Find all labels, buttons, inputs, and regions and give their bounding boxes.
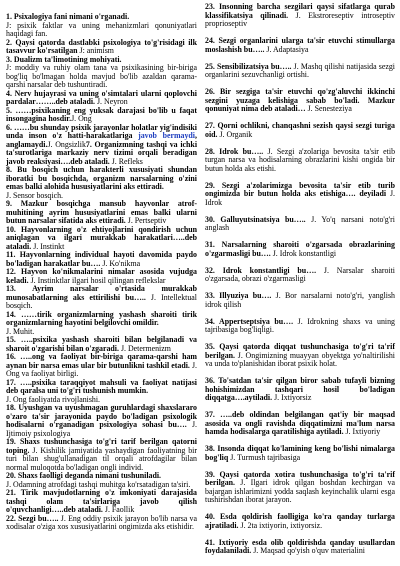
question-item: [6, 124, 197, 167]
question-item: [205, 182, 395, 208]
answer-text: J: psixik faktlar va uning mehanizmlari qonuniyatlari haqidagi fan.: [6, 20, 197, 38]
question-item: [6, 56, 197, 90]
question-item: [205, 539, 395, 556]
question-item: [205, 513, 395, 530]
question-text: 29. Sezgi a'zolarimizga bevosita ta'sir etib turib ongimizda bir butun holda aks etishiga…. deyiladi: [205, 180, 395, 198]
question-item: [205, 471, 395, 505]
question-item: [6, 251, 197, 268]
question-text: 19. Shaxs tushunchasiga to'g'ri tarif berilgan qatorni toping.: [6, 437, 197, 455]
answer-text: J. Ixtiyorsiz: [274, 393, 312, 402]
answer-text: J. Organik: [219, 129, 253, 139]
question-text: 41. Ixtiyoriy esda olib qoldirishda qanday usullardan foydalaniladi.: [205, 537, 395, 555]
question-item: [205, 3, 395, 29]
answer-text: J. Ong: [71, 114, 92, 123]
question-text: 20. Shaxs faolligi deganda nimani tushuniladi.: [6, 471, 162, 480]
question-item: [6, 39, 197, 56]
question-text: 15. …..psixika yashash sharoiti bilan belgilanadi va sharoit o'zgarishi bilan o'zgaradi.: [6, 335, 197, 353]
question-text: 39. Qaysi qatorda xotira tushunchasiga to'g'ri ta'rif berilgan.: [205, 469, 395, 487]
question-text: 11. Hayvonlarning individual hayoti davomida paydo bo'ladigan harakatlar bu….: [6, 250, 197, 268]
answer-text: J. Ijtimoiy psixologiya: [6, 420, 197, 438]
answer-text: J. Ekstroreseptiv introseptiv proprioseptiv: [205, 10, 395, 28]
answer-text: J. Narsalar sharoiti o'zgarsada, obrazi o'zgarmasligi: [205, 265, 395, 283]
question-item: [6, 285, 197, 311]
question-item: [6, 472, 197, 489]
question-text: 3. Dualizm ta'limotining mohiyati.: [6, 54, 122, 64]
answer-text: J. Senesteziya: [307, 104, 352, 113]
answer-text: J. Instinkt: [33, 241, 65, 251]
question-item: [205, 37, 395, 54]
question-item: [6, 336, 197, 353]
answer-text: J. 2ta ixtiyorin, ixtiyorsiz.: [240, 520, 323, 530]
answer-text: J. Ilgari idrok qilgan boshdan kechirgan va bajargan ishlarimizni yodda saqlash keyinchalik ularni esga tushirishdan iborat jarayon.: [205, 478, 395, 504]
answer-text: J. Turmush tajribasiga: [230, 452, 301, 462]
answer-text: J: moddiy va ruhiy olam tana va psixikasining bir-biriga bog'liq bo'lmagan holda mavjud bo'lib azaldan qarama-qarshi narsalar deb tushuntiradi.: [6, 63, 197, 89]
question-text: 31. Narsalarning sharoiti o'zgarsada obrazlarining o'zgarmasligi bu….: [205, 240, 395, 258]
question-item: [205, 267, 395, 284]
question-text: 25. Sensibilizatsiya bu…..: [205, 61, 294, 71]
answer-text: J. Bor narsalarni noto'g'ri, yanglish idrok qilish: [205, 291, 395, 309]
answer-text: J. Sensor bosqich.: [6, 190, 63, 200]
answer-text: J. Eng oddiy psixik jarayon bo'lib narsa va xodisalar o'ziga xos xususiyatlarini ongimizda aks etishidir.: [6, 513, 197, 531]
question-text: 9. Mazkur bosqichga mansub hayvonlar atrof-muhitining ayrim hususiyatlarini emas balki ularni butun narsalar sifatida aks ettiradi.: [6, 199, 197, 225]
question-item: [6, 404, 197, 438]
answer-text: J. Intellektual bosqich.: [6, 292, 197, 310]
question-item: [205, 292, 395, 309]
answer-text: J. Maqsad qo'yish o'quv materialini: [253, 546, 365, 555]
question-text: 1. Psixalogiya fani nimani o'rganadi.: [6, 12, 130, 21]
question-text: , anglamaydi.: [6, 131, 197, 149]
question-item: [6, 13, 197, 39]
question-text: 35. Qaysi qatorda diqqat tushunchasiga to'g'ri ta'rif berilgan.: [205, 342, 395, 360]
question-item: [205, 122, 395, 139]
right-column: [205, 3, 395, 556]
question-item: [205, 63, 395, 80]
question-text: 8. Bu bosqich uchun harakterli xususiyati shundan iboratki bu bosqichda, organizm narsalarning o'zini emas balki alohida hususiyatlarini aks ettiradi.: [6, 165, 197, 191]
answer-text: J. Muhit.: [6, 326, 35, 336]
question-text: 28. Idrok bu…..: [205, 146, 268, 156]
question-text: 40. Esda qoldirish faolligiga ko'ra qanday turlarga ajratiladi.: [205, 512, 395, 530]
question-item: [6, 226, 197, 252]
question-text: 13. Ayrim narsalar o'rtasida murakkab munosabatlarning aks ettirilishi bu…..: [6, 284, 197, 302]
question-item: [205, 445, 395, 462]
question-text: 22. Sezgi bu…..: [6, 513, 61, 523]
question-item: [205, 377, 395, 403]
question-item: [6, 353, 197, 379]
question-text: 23. Insonning barcha sezgilari qaysi sifatlarga qurab klassifikatsiya qilinadi.: [205, 2, 395, 20]
question-text: 33. Illyuziya bu….: [205, 291, 276, 300]
question-item: [6, 268, 197, 285]
answer-text: J. Idrok: [205, 189, 395, 207]
answer-text: J. Ko'nikma: [102, 258, 141, 268]
question-text: 10. Hayvonlarning o'z ehtiyojlarini qondirish uchun aniqlagan va ilgari murakkab harakatlari…..deb ataladi.: [6, 224, 197, 251]
answer-text: J. Kishilik jamiyatida yashaydigan faoliyatning bir turi bilan shug'ullanadigan til orqali atrofdagilar bilan normal muloqotda bo'ladigan ongli individ.: [6, 445, 197, 472]
question-text: 17. …..psixika taraqqiyot mahsuli va faoliyat natijasi deb qaralsa uni to'g'ri tushunish mumkin.: [6, 377, 197, 395]
answer-text: J. Adaptasiya: [266, 44, 309, 54]
answer-text: J. Instinktlar ilgari hosil qilingan reflekslar: [30, 275, 166, 285]
question-item: [205, 411, 395, 437]
answer-text: J. Ixtiyoriy: [345, 427, 381, 436]
question-text: 32. Idrok konstantligi bu….: [205, 265, 324, 275]
question-text: 34. Appertseptsiya bu….: [205, 316, 298, 326]
question-item: [205, 148, 395, 174]
question-item: [6, 379, 197, 405]
question-text: 6. ……bu shunday psixik jarayonlar holatlar yig'indisiki unda inson o'z hatti-harakatlariga: [6, 122, 197, 140]
question-text: 38. Insonda diqqat ko'lamining keng bo'lishi nimalarga bog'liq: [205, 444, 395, 462]
answer-text: J. Faollik: [104, 505, 135, 514]
question-item: [6, 166, 197, 200]
answer-text: J. Mashq qilishi natijasida sezgi organlarini sezuvchanligi ortishi.: [205, 61, 395, 79]
question-text: 4. Nerv hujayrasi va uning o'simtalari ularni qoplovchi pardalar……..deb ataladi.: [6, 88, 197, 106]
question-item: [6, 311, 197, 337]
answer-text: J. Ongsizlik: [47, 139, 86, 149]
question-item: [205, 318, 395, 335]
answer-text: J. Pertseptiv: [127, 216, 167, 225]
question-text: 36. To'satdan ta'sir qilgan biror sabab tufayli bizning hohishimizdan tashqari hosil bo'ladigan diqqatga….aytiladi.: [205, 376, 395, 402]
question-text: 30. Galluyutsinatsiya bu…..: [205, 214, 312, 224]
question-text: 2. Qaysi qatorda dastlabki psixologiya to'g'risidagi ilk tasavvur ko'rsatilgan: [6, 37, 197, 55]
answer-text: J. Ong faoliyatda rivojlanishi.: [6, 394, 101, 404]
left-column: [6, 13, 197, 532]
question-highlight: javob bermaydi: [138, 131, 196, 140]
answer-text: J: animism: [79, 46, 114, 55]
answer-text: J. Refleks: [111, 156, 143, 166]
question-text: 16. …..ong va faoliyat bir-biriga qarama-qarshi ham aynan bir narsa emas ular bir butunlikni tashkil etadi.: [6, 352, 197, 370]
question-text: 37. …..deb oldindan belgilangan qat'iy bir maqsad asosida va ongli ravishda diqqatimizni ma'lum narsa hamda hodisalarga qaratilishiga aytiladi.: [205, 410, 395, 436]
question-text: 14. ……tirik organizmlarning yashash sharoiti tirik organizmlarning hayotini belgilovchi omildir.: [6, 309, 197, 327]
answer-text: J. Yo'q narsani noto'g'ri anglash: [205, 214, 395, 232]
question-text: 21. Tirik mavjudotlarning o'z imkoniyati darajasida tashqi olam ta'sirlariga javob qilish o'quvchanligi…..deb ataladi.: [6, 488, 197, 514]
question-item: [205, 88, 395, 114]
question-item: [6, 107, 197, 124]
question-item: [6, 90, 197, 107]
question-item: [205, 343, 395, 369]
question-text: 5. ……psixikaning eng yuksak darajasi bo'lib u faqat insongagina hosdir.: [6, 105, 197, 123]
question-text: 27. Qorni ochlikni, chanqashni sezish qaysi sezgi turiga oid.: [205, 121, 395, 139]
question-text: 18. Uyushgan va uyushmagan guruhlardagi shaxslararo o'zaro ta'sir jarayonida paydo bo'ladigan psixologik hodisalarni o'rganadigan psixologiya sohasi bu….: [6, 403, 197, 429]
answer-text: J. Odamning atrofdagi tashqi muhitga ko'rsatadigan ta'siri.: [6, 479, 191, 489]
answer-text: J. Ongimizning muayyan obyektga yo'naltirilishi va unda to'planishidan iborat psixik holat.: [205, 350, 395, 368]
question-item: [6, 515, 197, 532]
question-item: [6, 489, 197, 515]
answer-text: J. Idrokning shaxs va uning tajribasiga bog'liqligi.: [205, 316, 395, 334]
question-text: 26. Bir sezgiga ta'sir etuvchi qo'zg'aluvchi ikkinchi sezgini yuzaga kelishiga sabab bo'ladi. Mazkur qonuniyat nima deb ataladi…: [205, 87, 395, 113]
question-text: 7. Organizmning tashqi va ichki ta'surotlariga markaziy nerv tizimi orqali beradigan javob reaksiyasi….deb ataladi.: [6, 139, 198, 166]
answer-text: J. Sezgi a'zolariga bevosita ta'sir etib turgan narsa va hodisalarning obrazlarini kishi ongida bir butun holda aks etishi.: [205, 146, 396, 173]
question-item: [205, 216, 395, 233]
question-item: [205, 241, 395, 258]
answer-text: J. Ong va faoliyat birligi.: [6, 360, 197, 378]
question-item: [6, 200, 197, 226]
question-item: [6, 438, 197, 472]
answer-text: J. Neyron: [96, 97, 128, 106]
question-text: 12. Hayvon ko'nikmalarini nimalar asosida vujudga keladi.: [6, 267, 197, 285]
question-text: 24. Sezgi organlarini ularga ta'sir etuvchi stimullarga moslashish bu…..: [205, 36, 395, 54]
answer-text: J. Determenizm: [120, 343, 171, 353]
answer-text: J. Idrok konstantligi: [272, 248, 337, 258]
